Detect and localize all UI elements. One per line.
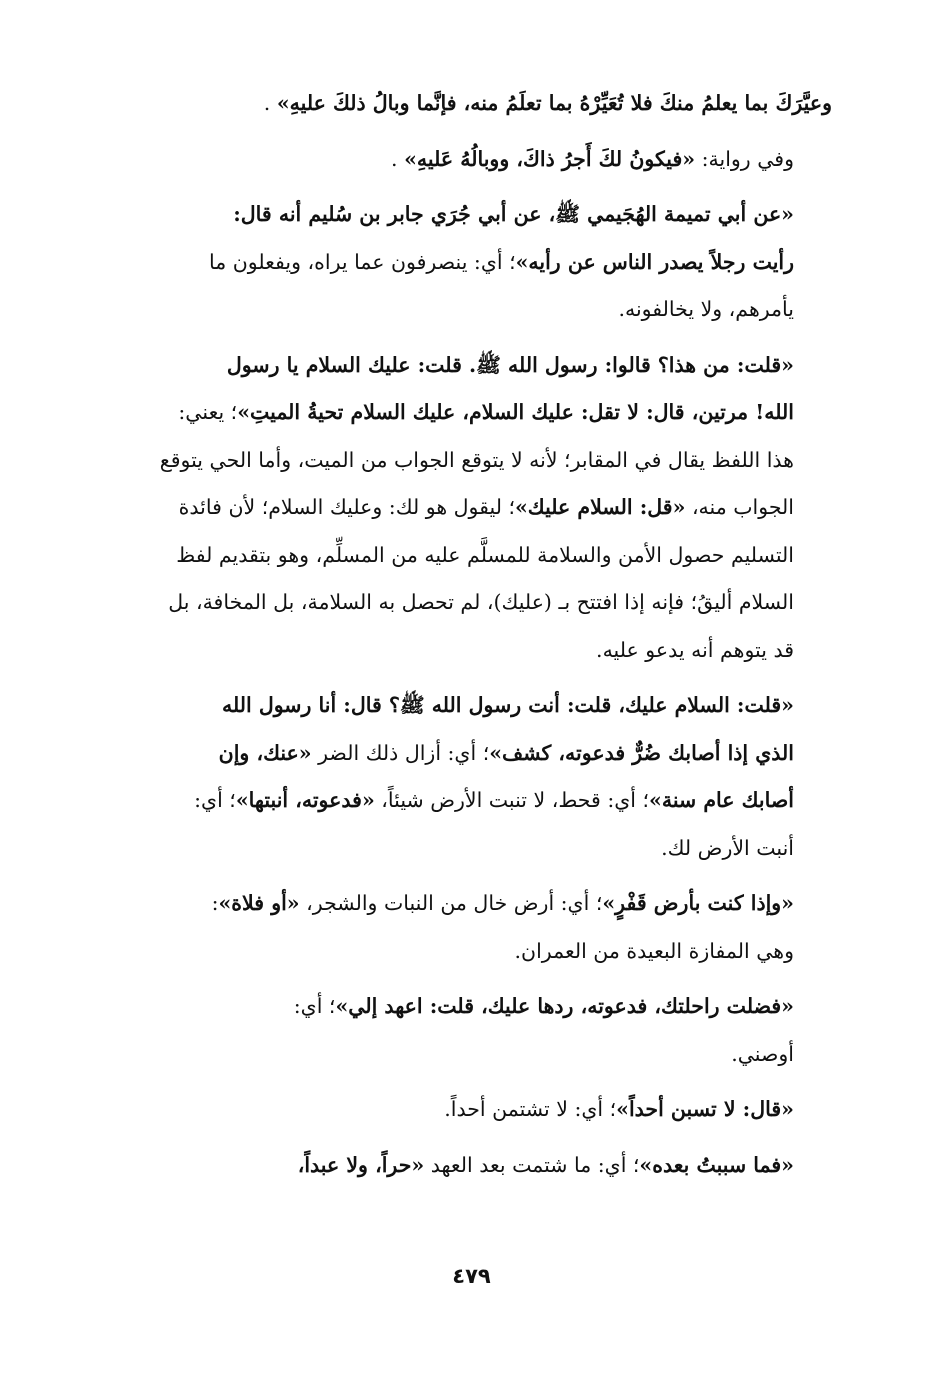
text-line — [120, 1086, 832, 1134]
page-body — [120, 80, 832, 1197]
paragraph — [120, 1142, 832, 1190]
text-line — [120, 136, 832, 184]
commentary-text: . — [391, 146, 405, 171]
commentary-text: : — [211, 891, 219, 915]
commentary-text: ؛ يعني: — [178, 400, 238, 424]
hadith-quote: «قل: السلام عليك» — [514, 495, 686, 519]
hadith-quote: «فيكونُ لكَ أَجرُ ذاكَ، ووبالُهُ عَليهِ» — [404, 146, 696, 171]
paragraph — [120, 682, 832, 872]
hadith-quote: «فضلت راحلتك، فدعوته، ردها عليك، قلت: اعهد إلي» — [335, 994, 794, 1018]
paragraph — [120, 983, 832, 1078]
text-line — [120, 191, 832, 239]
text-line — [120, 730, 832, 778]
hadith-quote: «فدعوته، أنبتها» — [235, 788, 375, 812]
text-line — [120, 80, 832, 128]
text-line — [120, 389, 832, 437]
commentary-text: الجواب منه، — [685, 495, 794, 519]
hadith-quote: «وإذا كنت بأرض قَفْرٍ» — [602, 891, 794, 915]
commentary-text: . — [263, 91, 277, 115]
text-line — [120, 286, 832, 334]
text-line — [120, 579, 832, 627]
text-line — [120, 983, 832, 1031]
text-line — [120, 682, 832, 730]
text-line — [120, 928, 832, 976]
page-number: ٤٧٩ — [452, 1264, 491, 1288]
commentary-text: قد يتوهم أنه يدعو عليه. — [596, 637, 794, 662]
commentary-text: ؛ ليقول هو لك: وعليك السلام؛ لأن فائدة — [178, 495, 515, 519]
commentary-text: ؛ أي: قحط، لا تنبت الأرض شيئاً، — [374, 788, 650, 812]
paragraph — [120, 880, 832, 975]
hadith-quote: «قال: لا تسبن أحداً» — [616, 1097, 794, 1121]
hadith-quote: «حراً، ولا عبداً، — [297, 1152, 425, 1177]
hadith-quote: رأيت رجلاً يصدر الناس عن رأيه» — [515, 249, 794, 274]
commentary-text: وهي المفازة البعيدة من العمران. — [514, 938, 794, 963]
text-line — [120, 627, 832, 675]
paragraph — [120, 136, 832, 184]
commentary-text: ؛ أي: لا تشتمن أحداً. — [444, 1097, 617, 1121]
commentary-text: أنبت الأرض لك. — [661, 835, 794, 860]
commentary-text: ؛ أي: ما شتمت بعد العهد — [424, 1152, 640, 1177]
commentary-text: ؛ أي: أزال ذلك الضر — [311, 740, 490, 765]
text-line — [120, 342, 832, 390]
text-line — [120, 777, 832, 825]
hadith-quote: أصابك عام سنة» — [649, 788, 794, 812]
paragraph — [120, 1086, 832, 1134]
text-line — [120, 532, 832, 580]
hadith-quote: الله! مرتين، قال: لا تقل: عليك السلام، عليك السلام تحيةُ الميتِ» — [237, 400, 794, 424]
commentary-text: ؛ أي: ينصرفون عما يراه، ويفعلون ما — [208, 249, 516, 274]
commentary-text: ؛ أي: — [293, 994, 336, 1018]
hadith-quote: «قلت: السلام عليك، قلت: أنت رسول الله ﷺ؟ قال: أنا رسول الله — [221, 693, 794, 717]
commentary-text: وفي رواية: — [695, 146, 794, 171]
text-line — [120, 825, 832, 873]
text-line — [120, 484, 832, 532]
commentary-text: يأمرهم، ولا يخالفونه. — [618, 297, 794, 321]
commentary-text: ؛ أي: أرض خال من النبات والشجر، — [299, 891, 603, 915]
paragraph — [120, 191, 832, 334]
hadith-quote: وعيَّرَكَ بما يعلمُ منكَ فلا تُعَيِّرْهُ بما تعلَمُ منه، فإنَّما وبالُ ذلكَ عليهِ» — [276, 91, 832, 115]
text-line — [120, 239, 832, 287]
text-line — [120, 1031, 832, 1079]
hadith-quote: «عنك، وإن — [218, 740, 312, 765]
hadith-quote: «عن أبي تميمة الهُجَيمي ﷺ، عن أبي جُرَي جابر بن سُليم أنه قال: — [233, 202, 794, 226]
hadith-quote: الذي إذا أصابك ضُرٌّ فدعوته، كشف» — [489, 740, 794, 765]
paragraph — [120, 342, 832, 675]
commentary-text: السلام أليقُ؛ فإنه إذا افتتح بـ (عليك)، لم تحصل به السلامة، بل المخافة، بل — [168, 590, 794, 614]
commentary-text: هذا اللفظ يقال في المقابر؛ لأنه لا يتوقع الجواب من الميت، وأما الحي يتوقع — [159, 447, 794, 472]
commentary-text: أوصني. — [731, 1041, 794, 1066]
commentary-text: التسليم حصول الأمن والسلامة للمسلَّم عليه من المسلِّم، وهو بتقديم لفظ — [176, 542, 794, 567]
commentary-text: ؛ أي: — [194, 788, 236, 812]
text-line — [120, 880, 832, 928]
hadith-quote: «أو فلاة» — [218, 891, 300, 915]
text-line — [120, 1142, 832, 1190]
text-line — [120, 437, 832, 485]
hadith-quote: «فما سببتُ بعده» — [639, 1152, 794, 1177]
hadith-quote: «قلت: من هذا؟ قالوا: رسول الله ﷺ. قلت: عليك السلام يا رسول — [226, 352, 794, 377]
paragraph — [120, 80, 832, 128]
